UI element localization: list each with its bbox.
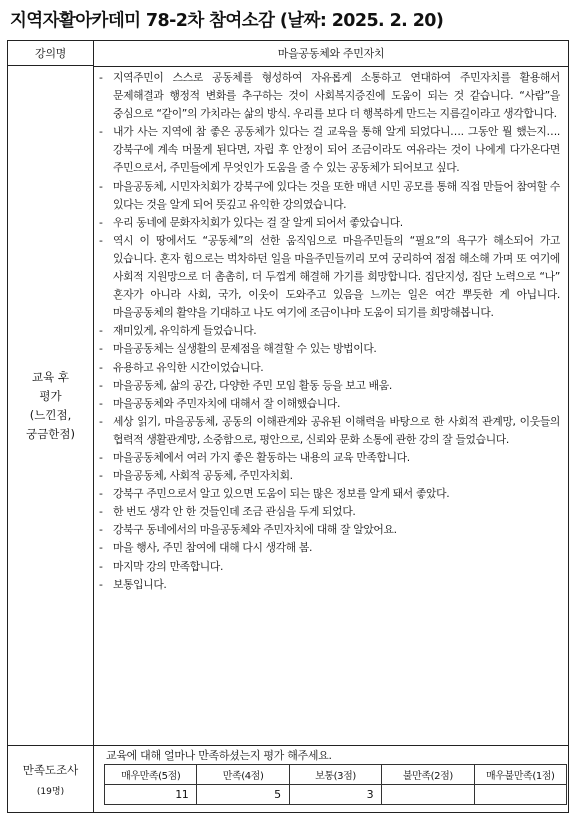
evaluation-label-line: 궁금한점) <box>26 426 75 441</box>
rating-value <box>382 785 474 805</box>
comment-item: - 강북구 주민으로서 알고 있으면 도움이 되는 많은 정보를 알게 돼서 좋았다. <box>99 487 450 501</box>
comment-item: - 마을공동체, 시민자치회가 강북구에 있다는 것을 또한 매년 시민 공모를 통해 직접 만들어 참여할 수 있다는 것을 알게 되어 뜻깊고 유익한 강의였습니다. <box>99 179 560 211</box>
comment-item: - 마을공동체에서 여러 가지 좋은 활동하는 내용의 교육 만족합니다. <box>99 450 410 464</box>
respondent-count: (19명) <box>36 786 65 797</box>
survey-section <box>94 745 568 812</box>
comment-item: - 재미있게, 유익하게 들었습니다. <box>99 324 257 338</box>
rating-column-header: 보통(3점) <box>289 765 381 785</box>
evaluation-form <box>7 40 569 813</box>
rating-column-header: 매우불만족(1점) <box>474 765 566 785</box>
comment-item: - 마을공동체와 주민자치에 대해서 잘 이해했습니다. <box>99 396 341 410</box>
rating-value-row <box>105 785 567 805</box>
comment-item: - 마을공동체, 삶의 공간, 다양한 주민 모임 활동 등을 보고 배움. <box>99 378 392 392</box>
comment-item: - 마을공동체, 사회적 공동체, 주민자치회. <box>99 469 293 483</box>
lecture-label: 강의명 <box>8 41 94 66</box>
comment-item: - 마지막 강의 만족합니다. <box>99 559 224 573</box>
evaluation-label-line: (느낀점, <box>29 407 72 422</box>
comment-item: - 역시 이 땅에서도 “공동체”의 선한 움직임으로 마을주민들의 “필요”의 욕구가 해소되어 가고 있습니다. 혼자 힘으로는 벅차하던 일을 마을주민들끼리 모여 궁리하여 점점 해소해 가며 또 여기에 사회적 지원망으로 더 촘촘히, 더 두껍게 해결해 가기를 희망합니다. 집단지성, 집단 노력으로 “나” 혼자가 아니라 사회, 국가, 이웃이 도와주고 있음을 느끼는 일은 여간 뿌듯한 게 아닙니다. 마을공동체의 활약을 기대하고 나도 여기에 조금이나마 도움이 되기를 희망해봅니다. <box>99 233 560 320</box>
comment-item: - 강북구 동네에서의 마을공동체와 주민자치에 대해 잘 알았어요. <box>99 523 397 537</box>
rating-value: 11 <box>105 785 197 805</box>
comment-item: - 세상 읽기, 마을공동체, 공동의 이해관계와 공유된 이해력을 바탕으로 한 사회적 관계망, 이웃들의 협력적 생활관계망, 소중함으로, 평안으로, 신뢰와 문화 소통에 관한 강의 잘 들었습니다. <box>99 414 560 446</box>
rating-value <box>474 785 566 805</box>
rating-header-row <box>105 765 567 785</box>
survey-title: 만족도조사 <box>22 762 79 777</box>
page-title: 지역자활아카데미 78-2차 참여소감 (날짜: 2025. 2. 20) <box>10 11 444 31</box>
rating-column-header: 불만족(2점) <box>382 765 474 785</box>
evaluation-label-line: 평가 <box>39 388 62 403</box>
comment-item: - 우리 동네에 문화자치회가 있다는 걸 잘 알게 되어서 좋았습니다. <box>99 215 403 229</box>
lecture-title: 마을공동체와 주민자치 <box>94 41 568 67</box>
rating-value: 5 <box>197 785 289 805</box>
comment-item: - 내가 사는 지역에 참 좋은 공동체가 있다는 걸 교육을 통해 알게 되었다니…. 그동안 뭘 했는지…. 강북구에 계속 머물게 된다면, 자립 후 안정이 되어 조금이라도 여유라는 것이 나에게 다가온다면 주민으로서, 주민들에게 무엇인가 도움을 줄 수 있는 공동체가 되어보고 싶다. <box>99 125 560 175</box>
comment-item: - 마을공동체는 실생활의 문제점을 해결할 수 있는 방법이다. <box>99 342 377 356</box>
survey-question: 교육에 대해 얼마나 만족하셨는지 평가 해주세요. <box>106 749 332 762</box>
evaluation-label <box>8 66 94 745</box>
rating-value: 3 <box>289 785 381 805</box>
comment-item: - 지역주민이 스스로 공동체를 형성하여 자유롭게 소통하고 연대하여 주민자치를 활용해서 문제해결과 행정적 변화를 추구하는 것이 사회복지증진에 도움이 되는 것 같습니다. “사람”을 중심으로 “같이”의 가치라는 삶의 방식. 우리를 보다 더 행복하게 만드는 지름길이라고 생각합니다. <box>99 71 560 121</box>
rating-table <box>104 764 567 805</box>
evaluation-label-line: 교육 후 <box>32 369 69 384</box>
comment-item: - 유용하고 유익한 시간이었습니다. <box>99 360 264 374</box>
survey-label <box>8 745 94 812</box>
comment-item: - 한 번도 생각 안 한 것들인데 조금 관심을 두게 되었다. <box>99 505 356 519</box>
comment-item: - 보통입니다. <box>99 577 167 591</box>
comment-item: - 마을 행사, 주민 참여에 대해 다시 생각해 봄. <box>99 541 313 555</box>
comment-list <box>94 66 568 745</box>
rating-column-header: 만족(4점) <box>197 765 289 785</box>
rating-column-header: 매우만족(5점) <box>105 765 197 785</box>
